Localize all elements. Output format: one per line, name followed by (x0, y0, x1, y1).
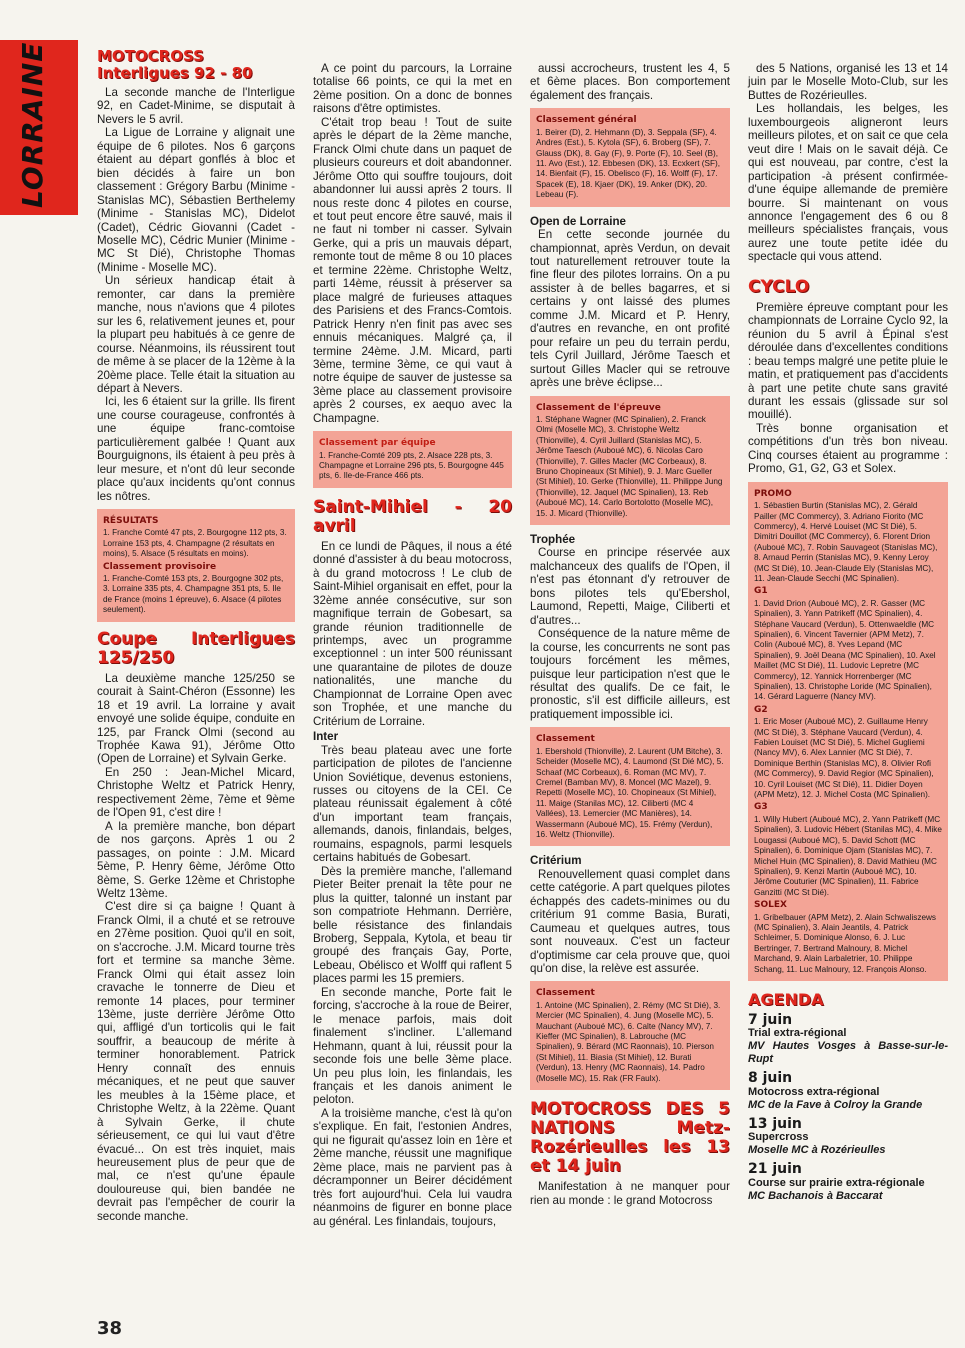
agenda-item (748, 1011, 948, 1066)
section-label: LORRAINE (16, 41, 49, 208)
paragraph: Les hollandais, les belges, les luxembourgeois aligneront leurs meilleurs pilotes, et on sait ce que cela veut dire ! Mais on le savait déjà. Ce qui est nouveau, par contre, c'est la participation -à présent confirmée- d'une équipe allemande de première bourre. Si maintenant on vous annonce l'engagement des 6 ou 8 meilleurs spécialistes français, vous aurez une toute petite idée du spectacle qui vous attend. (748, 102, 948, 264)
box-title: G2 (754, 704, 768, 715)
agenda-date: 8 juin (748, 1070, 793, 1087)
agenda-item (748, 1115, 948, 1157)
agenda-item (748, 1163, 948, 1202)
paragraph: En seconde manche, Porte fait le forcing, s'accroche à la roue de Beirer, le menace parfois, mais doit finalement s'incliner. L'allemand Hehmann, quant à lui, réussit pour la seconde fois une belle 3ème place. Un peu plus loin, les finlandais, les français et les danois animent le peloton. (313, 985, 512, 1107)
paragraph: Très beau plateau avec une forte participation de pilotes de l'ancienne Union Soviétique, devenus estoniens, russes ou citoyens de la CEI. Ce plateau réunissait également à côté d'un important team français, allemands, danois, finlandais, belges, roumains, espagnols, parmi lesquels certains habitués de Gobesart. (313, 743, 512, 865)
box-text: 1. Gribelbauer (APM Metz), 2. Alain Schwaliszews (MC Spinalien), 3. Alain Jeantils, 4. Patrick Schleimer, 5. Dominique Alonso, 6. J. Luc Bertringer, 7. Bertrand Malnoury, 8. Michel Marchand, 9. Alain Larbaletrier, 10. Philippe Schang, 11. Luc Malnoury, 12. François Alonso. (754, 912, 937, 974)
box-title: Classement (536, 988, 595, 999)
box-text: 1. Franche-Comté 209 pts, 2. Alsace 228 pts, 3. Champagne et Lorraine 296 pts, 5. Bourgogne 445 pts, 6. Ile-de-France 466 pts. (319, 450, 504, 481)
subheading: Inter (313, 730, 339, 744)
box-title: G3 (754, 802, 768, 813)
paragraph: A la troisième manche, c'est là qu'on s'explique. En fait, l'estonien Andres, qui ne figurait qu'assez loin en 1ère et 2ème manche, réussit une magnifique 2ème place, mais ne parvient pas à décramponner un Beirer décidément très fort aujourd'hui. Cela lui vaudra néanmoins de figurer en bonne place au général. Les finlandais, toujours, (313, 1106, 512, 1228)
paragraph: aussi accrocheurs, trustent les 4, 5 et 6ème places. Bon comportement également des français. (530, 62, 730, 102)
paragraph: des 5 Nations, organisé les 13 et 14 juin par le Moselle Moto-Club, sur les Buttes de Rozérieulles. (748, 62, 948, 102)
paragraph: Un sérieux handicap était à remonter, car dans la première manche, nous n'avions que 4 pilotes sur les 6, relativement jeunes et, pour la plupart peu habitués à ce genre de course. Néanmoins, ils réussirent tout de même à se placer de la 12ème à la 20ème place. Telle était la situation au départ à Nevers. (97, 274, 295, 395)
column-3 (530, 62, 730, 1207)
column-4 (748, 62, 948, 1203)
column-2 (313, 62, 512, 1228)
box-title: Classement de l'épreuve (536, 402, 661, 413)
paragraph: Renouvellement quasi complet dans cette catégorie. A part quelques pilotes échappés des cadets-minimes ou du critérium 91 comme Basia, Burati, Caumeau et quelques autres, tous sont nouveaux. C'est un facteur d'optimisme car cela prouve que, quoi qu'on dise, la relève est assurée. (530, 867, 730, 975)
box-text: 1. Willy Hubert (Auboué MC), 2. Yann Patrikeff (MC Spinalien), 3. Ludovic Hébert (Stanilas MC), 4. Mike Lougassi (Auboué MC), 5. David Schott (MC Spinalien), 6. Dominique Ojam (Stanislas MC), 7. Michel Huin (MC Spinalien), 8. David Mathieu (MC Spinalien), 9. Kenzi Martin (Auboué MC), 10. Jérôme Couturier (MC Spinalien), 11. Fabrice Ganzitti (MC St Dié). (754, 814, 942, 897)
results-box (530, 396, 730, 525)
paragraph: La deuxième manche 125/250 se courait à Saint-Chéron (Essonne) les 18 et 19 avril. La lorraine y avait envoyé une solide équipe, conduite en 125, par Franck Olmi (second au Trophée Kawa 91), Jérôme Otto (Open de Lorraine) et Sylvain Gerke. (97, 671, 295, 766)
paragraph: Ici, les 6 étaient sur la grille. Ils firent une course courageuse, confrontés à une équipe franc-comtoise particulièrement galbée ! Quant aux Bourguignons, ils étaient à peu près à leur mesure, et n'ont dû leur seconde place qu'aux incidents qu'ont connus les nôtres. (97, 395, 295, 503)
agenda-date: 21 juin (748, 1161, 802, 1178)
agenda-event: Supercross (748, 1131, 809, 1144)
article-title: Saint-Mihiel - 20 avril (313, 496, 512, 536)
agenda-location: MC Bachanois à Baccarat (748, 1189, 883, 1202)
box-title: Classement général (536, 115, 637, 126)
paragraph: Très bonne organisation et compétitions d'un très bon niveau. Cinq courses étaient au programme : Promo, G1, G2, G3 et Solex. (748, 421, 948, 476)
agenda-date: 13 juin (748, 1115, 802, 1132)
agenda-item (748, 1072, 948, 1111)
paragraph: Manifestation à ne manquer pour rien au monde : le grand Motocross (530, 1180, 730, 1207)
agenda-title: AGENDA (748, 989, 824, 1009)
agenda-event: Trial extra-régional (748, 1027, 847, 1040)
box-title: PROMO (754, 488, 792, 499)
paragraph: Conséquence de la nature même de la course, les concurrents ne sont pas toujours forcément les mêmes, puisque leur participation n'est que le résultat des qualifs. De ce fait, le pronostic, s'il est difficile ailleurs, est pratiquement impossible ici. (530, 627, 730, 721)
column-1 (97, 48, 295, 1223)
box-title: Classement par équipe (319, 438, 436, 449)
agenda-event: Motocross extra-régional (748, 1085, 880, 1098)
subheading: Critérium (530, 854, 582, 868)
results-box (97, 509, 295, 622)
paragraph: Course en principe réservée aux malchanceux des qualifs de l'Open, il n'est pas étonnant d'y retrouver de bons pilotes tels qu'Ebershol, Laumond, Repetti, Maige, Ciliberti et d'autres... (530, 546, 730, 627)
article-kicker: MOTOCROSS (97, 47, 204, 65)
article-title: MOTOCROSS DES 5 NATIONS Metz-Rozérieulles les 13 et 14 juin (530, 1099, 730, 1177)
box-text: 1. Ebershold (Thionville), 2. Laurent (UM Bitche), 3. Scheider (Moselle MC), 4. Laumond (St Dié MC), 5. Schaaf (MC Corbeaux), 6. Roman (MC MV), 7. Cremel (Bamban MV), 8. Moncel (MC Mazel), 9. Repetti (Moselle MC), 10. Chopineaux (St Mihiel), 11. Maige (Stanilas MC), 12. Ciliberti (MC 4 Vallées), 13. Lemercier (MC Manières), 14. Wassermann (Auboué MC), 15. Frémy (Verdun), 16. Weltz (Thionville). (536, 746, 724, 839)
box-text: 1. Stéphane Wagner (MC Spinalien), 2. Franck Olmi (Moselle MC), 3. Christophe Weltz (Thionville), 4. Cyril Juillard (Stanislas MC), 5. Jérôme Taesch (Auboué MC), 6. Nicolas Caro (Thionville), 7. Gilles Macler (MC Corbeaux), 8. Bruno Chopineaux (St Mihiel), 9. J. Marc Gueller (St Mihiel), 10. Gerke (Thionville), 11. Philippe Jung (Thionville), 12. Jaquel (MC Spinalien), 13. Reb (Auboué MC), 14. Carlo Bortolotto (Moselle MC), 15. J. Micard (Thionville). (536, 414, 723, 518)
results-box (313, 431, 512, 488)
page-number: 38 (97, 1318, 123, 1339)
box-title: Classement provisoire (103, 561, 217, 572)
box-text: 1. Eric Moser (Auboué MC), 2. Guillaume Henry (MC St Dié), 3. Stéphane Vaucard (Verdun), 4. Fabien Louiset (MC St Dié), 5. Michel Gugliemi (Nancy MV), 6. Alex Lannier (MC St Dié), 7. Dominique Berthin (Stanislas MC), 8. Olivier Rofi (MC Commercy), 9. David Regior (MC Spinalien), 10. Cyril Louiset (MC St Dié), 11. Didier Doyen (APM Metz), 12. J. Michel Costa (MC Spinalien). (754, 717, 934, 800)
box-text: 1. Antoine (MC Spinalien), 2. Rémy (MC St Dié), 3. Mercier (MC Spinalien), 4. Jung (Moselle MC), 5. Mauchant (Auboué MC), 6. Calte (Nancy MV), 7. Kieffer (MC Spinalien), 8. Labrouche (MC Spinalien), 9. Bérard (MC Raonnais), 10. Pierson (St Mihiel), 11. Biasia (St Mihiel), 12. Burati (Verdun), 13. Henry (MC Raonnais), 14. Padro (Moselle MC), 15. Rak (FR Faulx). (536, 1000, 721, 1083)
agenda-date: 7 juin (748, 1011, 793, 1028)
paragraph: En 250 : Jean-Michel Micard, Christophe Weltz et Patrick Henry, respectivement 2ème, 7ème et 9ème de l'Open 91, c'est dire ! (97, 765, 295, 820)
paragraph: A ce point du parcours, la Lorraine totalise 66 points, ce qui la met en 2ème position. On a donc de bonnes raisons d'être optimistes. (313, 62, 512, 116)
paragraph: Dès la première manche, l'allemand Pieter Beiter prenait la tête pour ne plus la quitter, talonné un instant par son compatriote Hehmann. Derrière, belle résistance des finlandais Broberg, Seppala, Kytola, et beau tir groupé des français Gay, Porte, Lebeau, Obélisco et Wolff qui raflent 5 places parmi les 15 premiers. (313, 864, 512, 986)
results-box (748, 482, 948, 981)
agenda-location: Moselle MC à Rozérieulles (748, 1144, 886, 1157)
subheading: Trophée (530, 532, 576, 546)
paragraph: En cette seconde journée du championnat, après Verdun, on devait tout naturellement retrouver toute la fine fleur des pilotes lorrains. On a pu assister à de belles bagarres, et si certains y ont laissé des plumes comme J.M. Micard et P. Henry, d'autres en revanche, en ont profité pour refaire un peu du terrain perdu, tels Cyril Juillard, Jérôme Taesch et surtout Gilles Macler qui se retrouve après une brève éclipse... (530, 228, 730, 390)
box-title: Classement (536, 734, 595, 745)
article-title: Interligues 92 - 80 (97, 64, 253, 82)
box-text: 1. Franche-Comté 153 pts, 2. Bourgogne 302 pts, 3. Lorraine 335 pts, 4. Champagne 351 pts, 5. Ile de France (moins 1 épreuve), 6. Alsace (4 pilotes seulement). (103, 574, 284, 615)
box-title: SOLEX (754, 900, 787, 911)
agenda-event: Course sur prairie extra-régionale (748, 1176, 925, 1189)
subheading: Open de Lorraine (530, 214, 626, 228)
box-text: 1. Franche Comté 47 pts, 2. Bourgogne 112 pts, 3. Lorraine 153 pts, 4. Champagne (2 résultats en moins), 5. Alsace (5 résultats en moins). (103, 528, 287, 559)
paragraph: La seconde manche de l'Interligue 92, en Cadet-Minime, se disputait à Nevers le 5 avril. (97, 86, 295, 126)
article-title: Coupe Interligues 125/250 (97, 628, 295, 668)
paragraph: En ce lundi de Pâques, il nous a été donné d'assister à du beau motocross, à du grand motocross ! Le club de Saint-Mihiel organisait en effet, pour la 32ème année consécutive, sur son magnifique terrain de Gobesart, sa grande réunion traditionnelle de printemps, avec un programme exceptionnel : un inter 500 réunissant une quarantaine de pilotes de douze nationalités, une manche du Championnat de Lorraine Open avec son Trophée, et une manche du Critérium de Lorraine. (313, 539, 512, 728)
box-title: G1 (754, 586, 768, 597)
agenda-location: MV Hautes Vosges à Basse-sur-le-Rupt (748, 1040, 948, 1066)
agenda-location: MC de la Fave à Colroy la Grande (748, 1098, 923, 1111)
box-text: 1. Beirer (D), 2. Hehmann (D), 3. Seppala (SF), 4. Andres (Est.), 5. Kytola (SF), 6. Broberg (SF), 7. Glauss (DK), 8. Gay (F), 9. Porte (F), 10. Seel (B), 11. Avo (Est.), 12. Ebbesen (DK), 13. Ecxkert (SF), 14. Bienfait (F), 15. Obelisco (F), 16. Wolff (F), 17. Spacek (E), 18. Kjaer (DK), 19. Anker (DK), 20. Lebeau (F). (536, 127, 720, 200)
results-box (530, 727, 730, 846)
box-text: 1. Sébastien Burtin (Stanislas MC), 2. Gérald Pailler (MC Commercy), 3. Adriano Fiorito (MC Commercy), 4. Hervé Louiset (MC St Dié), 5. Dimitri Douillot (MC Commercy), 6. Florent Drion (Auboué MC), 7. Robin Sauvageot (Stanislas MC), 8. Arnaud Perrin (Stanislas MC), 9. Kenny Leroy (MC St Dié), 10. Jean-Claude Ely (Stanislas MC), 11. Jean-Claude Secchi (MC Spinalien). (754, 501, 938, 583)
paragraph: Première épreuve comptant pour les championnats de Lorraine Cyclo 92, la réunion du 5 avril à Épinal s'est déroulée dans d'excellentes conditions : beau temps malgré une petite pluie le matin, et pratiquement pas d'accidents à part une petite chute sans gravité durant les essais (glissade sur sol mouillé). (748, 300, 948, 422)
paragraph: C'était trop beau ! Tout de suite après le départ de la 2ème manche, Franck Olmi chute dans un paquet de plusieurs coureurs et doit abandonner. Jérôme Otto qui souffre toujours, doit abandonner lui aussi après 2 tours. Il nous reste donc 4 pilotes en course, et tout peut encore être sauvé, mais il ne faut ni tomber ni casser. Sylvain Gerke, qui a pris un mauvais départ, remonte tout de même 8 ou 10 places et termine 22ème. Christophe Weltz, parti 14ème, réussit à préserver sa place malgré de furieuses attaques des Parisiens et des Francs-Comtois. Patrick Henry n'en finit pas avec ses ennuis mécaniques. Malgré ça, il termine 24ème. J.M. Micard, parti 3ème, termine 3ème, ce qui vaut à notre équipe de sauver de justesse sa 3ème place au classement provisoire après 2 courses, ex aequo avec la Champagne. (313, 115, 512, 425)
article-title: CYCLO (748, 276, 810, 297)
paragraph: C'est dire si ça baigne ! Quant à Franck Olmi, il a chuté et se retrouve en 27ème position. Quoi qu'il en soit, on s'accroche. J.M. Micard tourne très fort et termine sa manche 3ème. Franck Olmi qui était assez loin cravache le tonnerre de Dieu et remonte 14 places, pour terminer 13ème, juste derrière Jérôme Otto qui, affligé d'un torticolis qui le fait souffrir, a beaucoup de mérite à terminer honorablement. Patrick Henry connaît des ennuis mécaniques, et ne peut que sauver les meubles à la 15ème place, et Christophe Weltz, à la 22ème. Quant à Sylvain Gerke, il chute sérieusement, ce qui lui vaut d'être évacué... On est très inquiet, mais heureusement plus de peur que de mal, ce n'est qu'une épaule douloureuse qui, bien bandée ne devrait pas l'empêcher de courir la seconde manche. (97, 900, 295, 1223)
paragraph: A la première manche, bon départ de nos garçons. Après 1 ou 2 passages, on pointe : J.M. Micard 5ème, P. Henry 6ème, Jérôme Otto 8ème, S. Gerke 12ème et Christophe Weltz 13ème. (97, 819, 295, 900)
box-text: 1. David Drion (Auboué MC), 2. R. Gasser (MC Spinalien), 3. Yann Patrikeff (MC Spinalien), 4. Stéphane Vaucard (Verdun), 5. Ottenwaeldle (MC Spinalien), 6. Vincent Tavernier (APM Metz), 7. Colin (Auboué MC), 8. Yves Lepand (MC Spinalien), 9. Joël Deana (MC Spinalien), 10. Axel Maillet (MC St Dié), 11. Ludovic Lepretre (MC Commercy), 12. Yannick Horrenberger (MC Spinalien), 13. Christophe Loride (MC Spinalien), 14. Gérard Laguerre (Nancy MV). (754, 598, 936, 702)
agenda (748, 991, 948, 1203)
paragraph: La Ligue de Lorraine y alignait une équipe de 6 pilotes. Nos 6 garçons étaient au départ gonflés à bloc et bien décidés à faire un bon classement : Grégory Barbu (Minime - Stanislas MC), Sébastien Berthelemy (Minime - Stanislas MC), Didelot (Cadet), Cédric Giovanni (Cadet - Moselle MC), Cédric Munier (Minime - MC St Dié), Christophe Thomas (Minime - Moselle MC). (97, 126, 295, 274)
results-box (530, 108, 730, 206)
results-box (530, 981, 730, 1090)
box-title: RÉSULTATS (103, 516, 159, 527)
